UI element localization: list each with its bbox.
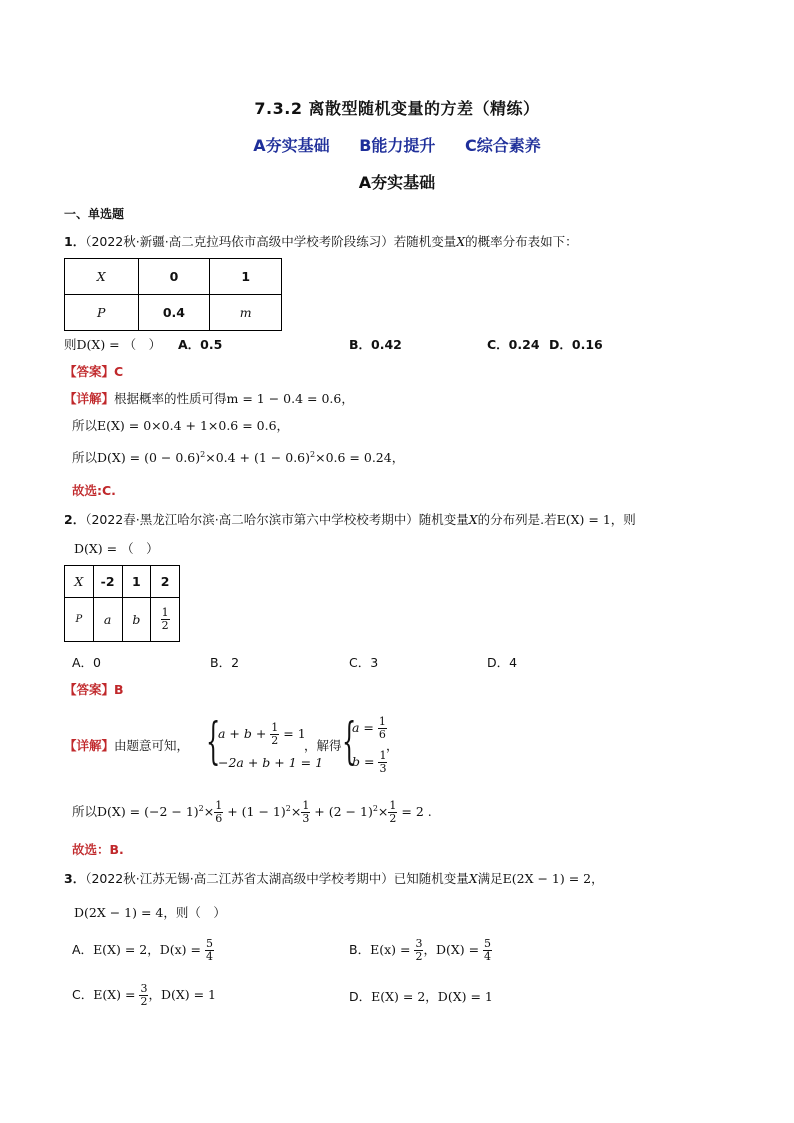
tab-c: C综合素养 bbox=[465, 136, 541, 155]
option-expr: ，D(X) = 1 bbox=[148, 987, 216, 1002]
numerator: 1 bbox=[389, 799, 397, 812]
numerator: 5 bbox=[484, 937, 492, 950]
q1-option-d: D．0.16 bbox=[549, 337, 603, 352]
denominator: 2 bbox=[271, 734, 279, 747]
q1-detail-expr: E(X) = 0×0.4 + 1×0.6 = 0.6， bbox=[97, 418, 290, 433]
q1-cell: 0.4 bbox=[138, 295, 210, 331]
q3-cond-1: E(2X − 1) = 2 bbox=[502, 871, 592, 886]
q3-cond-2: D(2X − 1) = 4 bbox=[74, 905, 164, 920]
q3-source: （2022秋·江苏无锡·高二江苏省太湖高级中学校考期中） bbox=[85, 871, 394, 886]
q1-stem-a: 若随机变量 bbox=[393, 234, 457, 249]
q2-detail-solve: ，解得 bbox=[304, 738, 342, 753]
q2-eq-2: −2a + b + 1 = 1 bbox=[218, 755, 324, 770]
q3-stem-b: 满足 bbox=[477, 871, 503, 886]
left-brace-icon: { bbox=[206, 712, 221, 770]
q3-option-b bbox=[349, 938, 492, 963]
expr: + (2 − 1) bbox=[310, 804, 373, 819]
denominator: 2 bbox=[415, 950, 423, 963]
tab-b: B能力提升 bbox=[359, 136, 436, 155]
sol-text: b = bbox=[352, 754, 379, 769]
q3-num: 3． bbox=[64, 871, 86, 886]
q2-sol-a bbox=[352, 716, 387, 741]
q2-cell-p: P bbox=[65, 598, 94, 642]
q2-detail-tag: 【详解】 bbox=[64, 738, 115, 753]
expr: + (1 − 1) bbox=[223, 804, 286, 819]
numerator: 1 bbox=[215, 799, 223, 812]
denominator: 2 bbox=[389, 812, 397, 825]
option-label: D． bbox=[349, 989, 372, 1004]
denominator: 4 bbox=[205, 950, 213, 963]
sol-text: a = bbox=[352, 720, 378, 735]
q1-num: 1． bbox=[64, 234, 86, 249]
q3-comma: ， bbox=[591, 871, 604, 886]
denominator: 2 bbox=[140, 995, 148, 1008]
q2-ask: D(X) = （ ） bbox=[74, 541, 159, 556]
q1-option-b: B．0.42 bbox=[349, 337, 402, 352]
expr: = 2 . bbox=[397, 804, 432, 819]
denominator: 6 bbox=[378, 728, 386, 741]
q2-cell: 2 bbox=[151, 566, 180, 598]
denominator: 3 bbox=[302, 812, 310, 825]
numerator: 1 bbox=[271, 721, 279, 734]
expr: × bbox=[290, 804, 302, 819]
page-title: 7.3.2 离散型随机变量的方差（精练） bbox=[254, 99, 540, 118]
q2-cell-x: X bbox=[65, 566, 94, 598]
q1-detail-expr: ×0.6 = 0.24， bbox=[315, 450, 405, 465]
numerator: 3 bbox=[140, 982, 148, 995]
numerator: 1 bbox=[161, 606, 169, 619]
q2-option-b: B．2 bbox=[210, 655, 240, 670]
q2-cell: b bbox=[122, 598, 151, 642]
q1-cell-x: X bbox=[65, 259, 139, 295]
left-brace-icon: { bbox=[342, 712, 357, 770]
section-tabs bbox=[0, 133, 794, 156]
q1-cell: 0 bbox=[138, 259, 210, 295]
q2-var: X bbox=[468, 512, 478, 527]
q2-option-a: A．0 bbox=[72, 655, 102, 670]
q2-option-d: D．4 bbox=[487, 655, 518, 670]
fraction bbox=[483, 938, 492, 963]
fraction bbox=[161, 607, 170, 632]
q1-cell: 1 bbox=[210, 259, 282, 295]
q1-option-c: C．0.24 bbox=[487, 337, 540, 352]
numerator: 3 bbox=[415, 937, 423, 950]
exponent: 2 bbox=[198, 803, 204, 813]
q3-option-a bbox=[72, 938, 214, 963]
option-expr: E(X) = 2，D(x) = bbox=[93, 942, 205, 957]
option-label: B． bbox=[349, 942, 371, 957]
q1-table bbox=[64, 258, 282, 331]
fraction bbox=[270, 722, 279, 747]
option-expr: E(X) = 2，D(X) = 1 bbox=[371, 989, 493, 1004]
q1-cell-p: P bbox=[65, 295, 139, 331]
option-label: C． bbox=[72, 987, 94, 1002]
numerator: 5 bbox=[205, 937, 213, 950]
q2-cell: -2 bbox=[93, 566, 122, 598]
exponent: 2 bbox=[200, 449, 206, 459]
q3-option-c bbox=[72, 983, 216, 1008]
denominator: 4 bbox=[484, 950, 492, 963]
q2-source: （2022春·黑龙江哈尔滨·高二哈尔滨市第六中学校校考期中） bbox=[85, 512, 419, 527]
q3-stem-a: 已知随机变量 bbox=[393, 871, 469, 886]
q2-cell: a bbox=[93, 598, 122, 642]
q3-var: X bbox=[468, 871, 478, 886]
expr: × bbox=[377, 804, 389, 819]
part-label: 一、单选题 bbox=[64, 207, 125, 221]
q1-stem bbox=[64, 232, 578, 250]
q3-ask: ，则（ ） bbox=[163, 905, 226, 920]
numerator: 1 bbox=[379, 749, 387, 762]
q1-ask bbox=[64, 335, 161, 353]
q2-detail-comma: ， bbox=[386, 738, 399, 753]
q2-detail-text: 由题意可知， bbox=[114, 738, 190, 753]
q3-stem bbox=[64, 869, 604, 887]
q1-detail-expr: D(X) = (0 − 0.6) bbox=[97, 450, 201, 465]
q1-detail-expr: ×0.4 + (1 − 0.6) bbox=[205, 450, 310, 465]
option-expr: ，D(X) = bbox=[423, 942, 484, 957]
q2-detail-text: 所以 bbox=[72, 804, 98, 819]
q2-stem-c: ，则 bbox=[610, 512, 636, 527]
eq-text: a + b + bbox=[218, 726, 271, 741]
q1-answer: 【答案】C bbox=[64, 364, 124, 379]
q1-source: （2022秋·新疆·高二克拉玛依市高级中学校考阶段练习） bbox=[85, 234, 394, 249]
q2-option-c: C．3 bbox=[349, 655, 379, 670]
q2-detail-lead bbox=[64, 736, 189, 754]
fraction bbox=[205, 938, 214, 963]
q1-option-a: A．0.5 bbox=[178, 337, 223, 352]
numerator: 1 bbox=[302, 799, 310, 812]
q3-option-d bbox=[349, 987, 493, 1005]
q2-num: 2． bbox=[64, 512, 86, 527]
q2-eq-1 bbox=[218, 722, 306, 747]
q2-choose: 故选：B. bbox=[72, 842, 124, 857]
eq-text: = 1 bbox=[279, 726, 306, 741]
expr: × bbox=[203, 804, 215, 819]
tab-a: A夯实基础 bbox=[253, 136, 330, 155]
q1-stem-b: 的概率分布表如下： bbox=[465, 234, 578, 249]
q2-cell: 1 bbox=[122, 566, 151, 598]
q2-stem bbox=[64, 510, 636, 528]
q1-ask-text: 则 bbox=[64, 337, 77, 352]
exponent: 2 bbox=[372, 803, 378, 813]
option-label: A． bbox=[72, 942, 94, 957]
q2-cond: E(X) = 1 bbox=[556, 512, 611, 527]
denominator: 3 bbox=[379, 762, 387, 775]
q2-sol-b bbox=[352, 750, 387, 775]
q1-detail-3 bbox=[72, 448, 404, 466]
option-expr: E(x) = bbox=[370, 942, 415, 957]
numerator: 1 bbox=[378, 715, 386, 728]
denominator: 2 bbox=[161, 619, 169, 632]
q1-detail-text: 所以 bbox=[72, 418, 98, 433]
q2-answer: 【答案】B bbox=[64, 682, 124, 697]
exponent: 2 bbox=[285, 803, 291, 813]
q1-detail-2 bbox=[72, 416, 289, 434]
q1-ask-expr: D(X) = （ ） bbox=[76, 337, 162, 352]
fraction bbox=[214, 800, 223, 825]
q2-table bbox=[64, 565, 180, 642]
fraction bbox=[301, 800, 310, 825]
q1-detail-tag: 【详解】 bbox=[64, 391, 115, 406]
q1-detail-expr: m = 1 − 0.4 = 0.6， bbox=[226, 391, 354, 406]
q1-detail-text: 根据概率的性质可得 bbox=[114, 391, 227, 406]
option-expr: E(X) = bbox=[93, 987, 140, 1002]
q1-cell: m bbox=[210, 295, 282, 331]
q1-detail-text: 所以 bbox=[72, 450, 98, 465]
q1-var: X bbox=[456, 234, 466, 249]
denominator: 6 bbox=[215, 812, 223, 825]
expr: D(X) = (−2 − 1) bbox=[97, 804, 199, 819]
q2-stem-b: 的分布列是.若 bbox=[477, 512, 557, 527]
q2-detail-2 bbox=[72, 800, 432, 825]
section-heading: A夯实基础 bbox=[358, 173, 436, 192]
q1-choose: 故选:C. bbox=[72, 483, 116, 498]
q2-cell-fraction bbox=[151, 598, 180, 642]
exponent: 2 bbox=[310, 449, 316, 459]
q1-detail-1 bbox=[64, 389, 354, 407]
q3-stem-2 bbox=[74, 903, 226, 921]
q2-stem-a: 随机变量 bbox=[418, 512, 469, 527]
